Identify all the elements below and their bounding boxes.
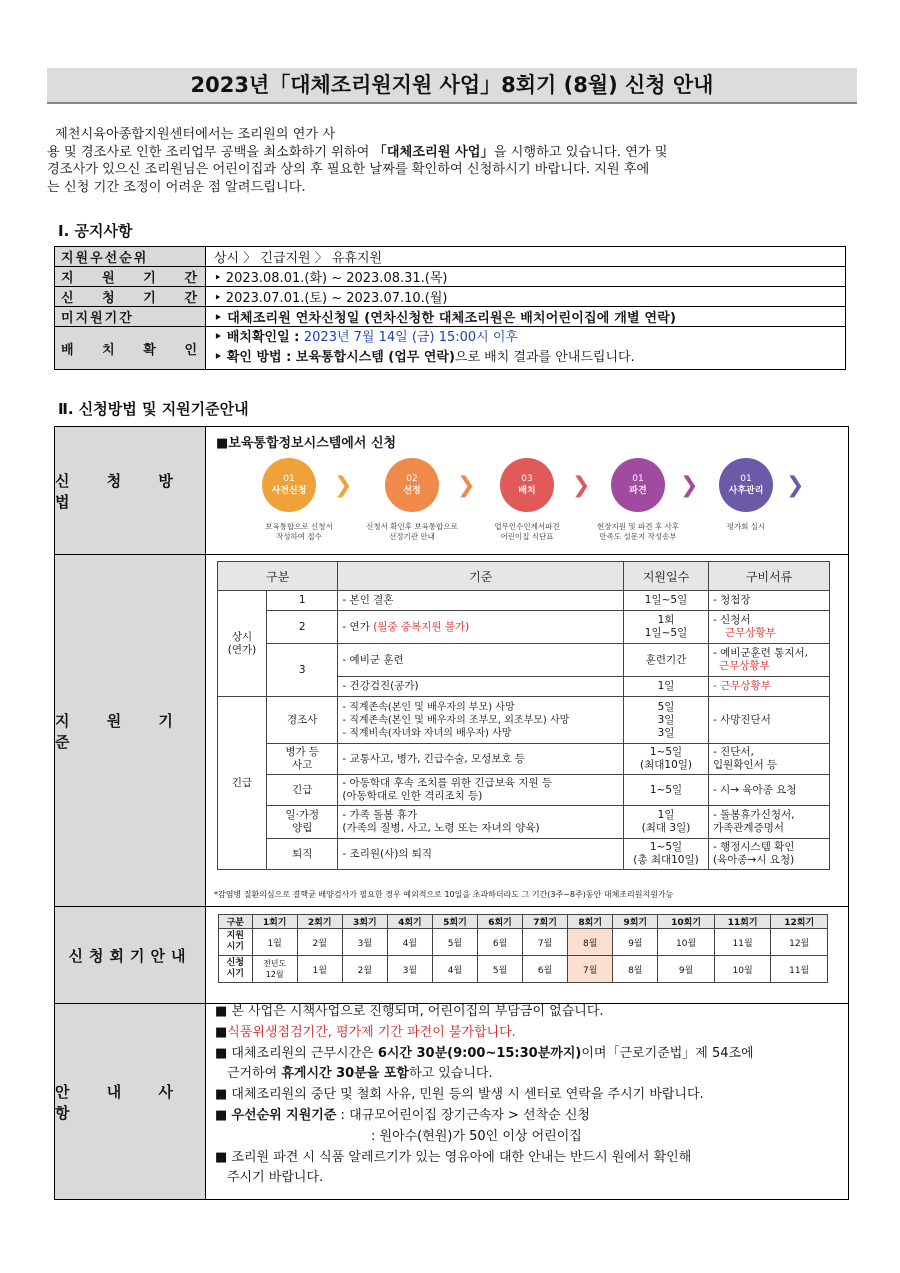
guide-text: 하고 있습니다. <box>408 1066 493 1082</box>
rounds-cell: 10회기 <box>658 915 715 929</box>
criteria-table <box>217 561 830 870</box>
step-caption <box>362 522 462 542</box>
rounds-cell: 10월 <box>714 956 771 983</box>
rounds-cell: 2월 <box>342 956 387 983</box>
criteria-docs: - 사망진단서 <box>709 697 830 744</box>
rounds-cell: 6월 <box>523 956 568 983</box>
rounds-cell: 5회기 <box>432 915 477 929</box>
criteria-kind: 2 <box>267 611 338 644</box>
criteria-kind: 3 <box>267 644 338 697</box>
guide-text: 근거하여 <box>227 1066 282 1082</box>
notice-label: 지원우선순위 <box>55 247 206 267</box>
step-caption <box>696 522 796 532</box>
guide-text: 이며「근로기준법」제 54조에 <box>581 1045 754 1061</box>
criteria-kind: 1 <box>267 591 338 611</box>
docs-warning: 근무상황부 <box>719 660 770 672</box>
intro-line-4: 는 신청 기간 조정이 어려운 점 알려드립니다. <box>47 179 306 195</box>
chevron-right-icon: ❯ <box>786 473 805 498</box>
placement-date-label: ‣ 배치확인일 : <box>214 330 304 345</box>
chevron-right-icon: ❯ <box>680 473 699 498</box>
criteria-kind: 일·가정 양립 <box>267 806 338 839</box>
rounds-cell: 3월 <box>342 929 387 956</box>
rounds-cell: 전년도 12월 <box>252 956 297 983</box>
rounds-cell: 1회기 <box>252 915 297 929</box>
criteria-kind: 병가 등 사고 <box>267 744 338 775</box>
criteria-standard: - 조리원(사)의 퇴직 <box>338 839 624 870</box>
docs-text: - 신청서 <box>713 614 751 626</box>
notice-value: 상시 〉 긴급지원 〉 유휴지원 <box>206 247 846 267</box>
step-name: 사전신청 <box>271 486 307 496</box>
criteria-docs: - 행정시스템 확인 (육아종→시 요청) <box>709 839 830 870</box>
notice-table <box>54 246 846 370</box>
step-circle <box>262 458 316 512</box>
criteria-note: *감염병 질환의심으로 결핵균 배양검사가 필요한 경우 예외적으로 10일을 초과하더라도 그 기간(3주~8주)동안 대체조리원지원가능 <box>214 890 674 899</box>
intro-text: 용 및 경조사로 인한 조리업무 공백을 최소화하기 위하여 <box>47 144 374 160</box>
step-circle <box>385 458 439 512</box>
step-number: 01 <box>283 474 295 484</box>
intro-line-1: 제천시육아종합지원센터에서는 조리원의 연가 사 <box>55 127 336 142</box>
intro-text: 을 시행하고 있습니다. 연가 및 <box>493 144 668 160</box>
rounds-cell: 7월 <box>523 929 568 956</box>
guide-item: ■ 조리원 파견 시 식품 알레르기가 있는 영유아에 대한 안내는 반드시 원에서 확인해 <box>215 1149 692 1165</box>
guide-warning: 식품위생점검기간, 평가제 기간 파견이 불가합니다. <box>227 1024 516 1040</box>
criteria-kind: 퇴직 <box>267 839 338 870</box>
placement-method-label: ‣ 확인 방법 : <box>214 350 296 365</box>
notice-value: ‣ 2023.07.01.(토) ~ 2023.07.10.(월) <box>206 287 846 307</box>
rounds-cell: 7회기 <box>523 915 568 929</box>
chevron-right-icon: ❯ <box>334 473 353 498</box>
guide-text: : 대규모어린이집 장기근속자 > 선착순 신청 <box>336 1107 590 1123</box>
standard-warning: (월중 중복지원 불가) <box>373 620 470 633</box>
criteria-standard: - 직계존속(본인 및 배우자의 부모) 사망 - 직계존속(본인 및 배우자의 조부모, 외조부모) 사망 - 직계비속(자녀와 자녀의 배우자) 사망 <box>338 697 624 744</box>
break-time: 휴게시간 30분을 포함 <box>281 1066 409 1082</box>
criteria-standard: - 건강검진(공가) <box>338 677 624 697</box>
rounds-cell: 11월 <box>771 956 828 983</box>
criteria-days: 훈련기간 <box>624 644 709 677</box>
criteria-standard: - 본인 결혼 <box>338 591 624 611</box>
caption-line: 현장지원 및 파견 후 사후 <box>597 522 679 531</box>
guide-list <box>215 1002 840 1189</box>
step-number: 01 <box>740 474 752 484</box>
chevron-right-icon: ❯ <box>572 473 591 498</box>
criteria-row <box>218 611 830 644</box>
caption-line: 작성하여 접수 <box>276 532 322 541</box>
placement-row <box>55 327 846 370</box>
criteria-header: 구분 <box>218 562 338 591</box>
rounds-cell: 8월 <box>613 956 658 983</box>
notice-value: ‣ 대체조리원 연차신청일 (연차신청한 대체조리원은 배치어린이집에 개별 연락) <box>206 307 846 327</box>
criteria-header: 지원일수 <box>624 562 709 591</box>
rounds-cell: 5월 <box>432 929 477 956</box>
criteria-days: 1~5일 (최대10일) <box>624 744 709 775</box>
guide-text: ■ 대체조리원의 근무시간은 <box>215 1045 378 1061</box>
guide-item: 주시기 바랍니다. <box>227 1170 324 1186</box>
caption-line: 선정기관 안내 <box>389 532 435 541</box>
criteria-row <box>218 744 830 775</box>
notice-row <box>55 267 846 287</box>
guide-item <box>215 1064 840 1085</box>
step-name: 선정 <box>403 486 421 496</box>
placement-method-desc: 으로 배치 결과를 안내드립니다. <box>454 350 635 365</box>
guide-item: ■ 본 사업은 시책사업으로 진행되며, 어린이집의 부담금이 없습니다. <box>215 1004 604 1019</box>
caption-line: 평가회 실시 <box>726 522 766 531</box>
rounds-cell: 4회기 <box>387 915 432 929</box>
notice-row <box>55 287 846 307</box>
criteria-kind: 긴급 <box>267 775 338 806</box>
bullet: ■ <box>215 1107 232 1123</box>
criteria-days: 1일 (최대 3일) <box>624 806 709 839</box>
rounds-cell: 10월 <box>658 929 715 956</box>
rounds-cell: 12회기 <box>771 915 828 929</box>
criteria-group: 긴급 <box>218 697 267 870</box>
bullet: ■ <box>215 1024 228 1040</box>
step-circle <box>611 458 665 512</box>
rounds-cell: 9월 <box>613 929 658 956</box>
rounds-cell: 11월 <box>714 929 771 956</box>
intro-line-3: 경조사가 있으신 조리원님은 어린이집과 상의 후 필요한 날짜를 확인하여 신청하시기 바랍니다. 지원 후에 <box>47 162 650 177</box>
criteria-docs: - 돌봄휴가신청서, 가족관계증명서 <box>709 806 830 839</box>
rounds-label: 신청회기안내 <box>55 907 206 1003</box>
rounds-header-row <box>219 915 828 929</box>
criteria-row <box>218 806 830 839</box>
step-caption <box>477 522 577 542</box>
step-number: 01 <box>632 474 644 484</box>
criteria-days: 1일 <box>624 677 709 697</box>
criteria-row <box>218 839 830 870</box>
section-heading-notice: Ⅰ. 공지사항 <box>58 222 133 240</box>
rounds-cell: 3월 <box>387 956 432 983</box>
placement-method: 보육통합시스템 (업무 연락) <box>295 350 455 365</box>
rounds-cell: 4월 <box>432 956 477 983</box>
rounds-cell: 9월 <box>658 956 715 983</box>
standard-text: - 연가 <box>342 620 374 633</box>
notice-value: ‣ 2023.08.01.(화) ~ 2023.08.31.(목) <box>206 267 846 287</box>
rounds-cell: 지원 시기 <box>219 929 253 956</box>
rounds-table <box>218 914 828 983</box>
criteria-group: 상시 (연가) <box>218 591 267 697</box>
intro-line-2 <box>47 144 859 162</box>
criteria-header: 구비서류 <box>709 562 830 591</box>
criteria-standard: - 교통사고, 병가, 긴급수술, 모성보호 등 <box>338 744 624 775</box>
criteria-header: 기준 <box>338 562 624 591</box>
criteria-header-row <box>218 562 830 591</box>
step-number: 03 <box>521 474 533 484</box>
rounds-cell: 2월 <box>297 929 342 956</box>
rounds-cell: 9회기 <box>613 915 658 929</box>
guide-item: : 원아수(현원)가 50인 이상 어린이집 <box>371 1128 582 1144</box>
guide-label: 안 내 사 항 <box>55 1004 206 1199</box>
section-heading-method: Ⅱ. 신청방법 및 지원기준안내 <box>58 400 249 418</box>
docs-text: - 예비군훈련 통지서, <box>713 647 808 659</box>
step-name: 파견 <box>629 486 647 496</box>
criteria-docs: - 시→ 육아종 요청 <box>709 775 830 806</box>
criteria-docs <box>709 644 830 677</box>
criteria-docs <box>709 611 830 644</box>
notice-row <box>55 307 846 327</box>
criteria-label: 지 원 기 준 <box>55 555 206 906</box>
rounds-cell: 11회기 <box>714 915 771 929</box>
notice-label: 신 청 기 간 <box>55 287 206 307</box>
rounds-apply-row <box>219 956 828 983</box>
placement-label: 배 치 확 인 <box>55 327 206 370</box>
chevron-right-icon: ❯ <box>457 473 476 498</box>
step-name: 사후관리 <box>728 486 764 496</box>
criteria-docs: - 근무상황부 <box>709 677 830 697</box>
criteria-standard: - 아동학대 후속 조치를 위한 긴급보육 지원 등 (아동학대로 인한 격리조치 등) <box>338 775 624 806</box>
notice-label: 지 원 기 간 <box>55 267 206 287</box>
criteria-kind: 경조사 <box>267 697 338 744</box>
rounds-cell: 6월 <box>478 929 523 956</box>
placement-value <box>206 327 846 370</box>
rounds-cell-current: 7월 <box>568 956 613 983</box>
priority-label: 우선순위 지원기준 <box>231 1107 337 1123</box>
rounds-cell-current: 8월 <box>568 929 613 956</box>
step-caption <box>249 522 349 542</box>
criteria-days: 1~5일 (총 최대10일) <box>624 839 709 870</box>
guide-item <box>215 1106 840 1127</box>
rounds-cell: 신청 시기 <box>219 956 253 983</box>
criteria-standard <box>338 611 624 644</box>
method-label: 신 청 방 법 <box>55 427 206 554</box>
caption-line: 업무인수인계서파견 <box>494 522 560 531</box>
criteria-days: 1~5일 <box>624 775 709 806</box>
guide-item <box>215 1044 840 1065</box>
criteria-days: 1일~5일 <box>624 591 709 611</box>
criteria-docs: - 진단서, 입원확인서 등 <box>709 744 830 775</box>
step-circle <box>500 458 554 512</box>
rounds-cell: 구분 <box>219 915 253 929</box>
criteria-standard: - 가족 돌봄 휴가 (가족의 질병, 사고, 노령 또는 자녀의 양육) <box>338 806 624 839</box>
step-circle <box>719 458 773 512</box>
notice-label: 미지원기간 <box>55 307 206 327</box>
program-name: 「대체조리원 사업」 <box>373 144 494 160</box>
caption-line: 신청서 확인후 보육통합으로 <box>366 522 458 531</box>
rounds-cell: 8회기 <box>568 915 613 929</box>
placement-date: 2023년 7월 14일 (금) 15:00시 이후 <box>303 330 518 345</box>
caption-line: 보육통합으로 신청서 <box>265 522 333 531</box>
rounds-cell: 5월 <box>478 956 523 983</box>
method-heading: ■보육통합정보시스템에서 신청 <box>216 436 397 451</box>
intro-paragraph <box>47 126 859 196</box>
criteria-row <box>218 591 830 611</box>
criteria-standard: - 예비군 훈련 <box>338 644 624 677</box>
rounds-cell: 3회기 <box>342 915 387 929</box>
rounds-support-row <box>219 929 828 956</box>
step-caption <box>588 522 688 542</box>
criteria-row <box>218 697 830 744</box>
caption-line: 만족도 설문지 작성송부 <box>599 532 677 541</box>
notice-row <box>55 247 846 267</box>
criteria-docs: - 청첩장 <box>709 591 830 611</box>
step-name: 배치 <box>518 486 536 496</box>
rounds-cell: 1월 <box>297 956 342 983</box>
guide-item: ■ 대체조리원의 중단 및 철회 사유, 민원 등의 발생 시 센터로 연락을 주시기 바랍니다. <box>215 1087 704 1103</box>
guide-item <box>215 1023 840 1044</box>
criteria-days: 1회 1일~5일 <box>624 611 709 644</box>
rounds-cell: 12월 <box>771 929 828 956</box>
criteria-row <box>218 644 830 677</box>
caption-line: 어린이집 식단표 <box>500 532 554 541</box>
rounds-cell: 2회기 <box>297 915 342 929</box>
work-hours: 6시간 30분(9:00~15:30분까지) <box>377 1045 582 1061</box>
rounds-cell: 1월 <box>252 929 297 956</box>
step-number: 02 <box>406 474 418 484</box>
rounds-cell: 4월 <box>387 929 432 956</box>
page-title: 2023년「대체조리원지원 사업」8회기 (8월) 신청 안내 <box>47 68 857 104</box>
docs-warning: 근무상황부 <box>725 627 776 639</box>
rounds-cell: 6회기 <box>478 915 523 929</box>
criteria-days: 5일 3일 3일 <box>624 697 709 744</box>
criteria-row <box>218 775 830 806</box>
